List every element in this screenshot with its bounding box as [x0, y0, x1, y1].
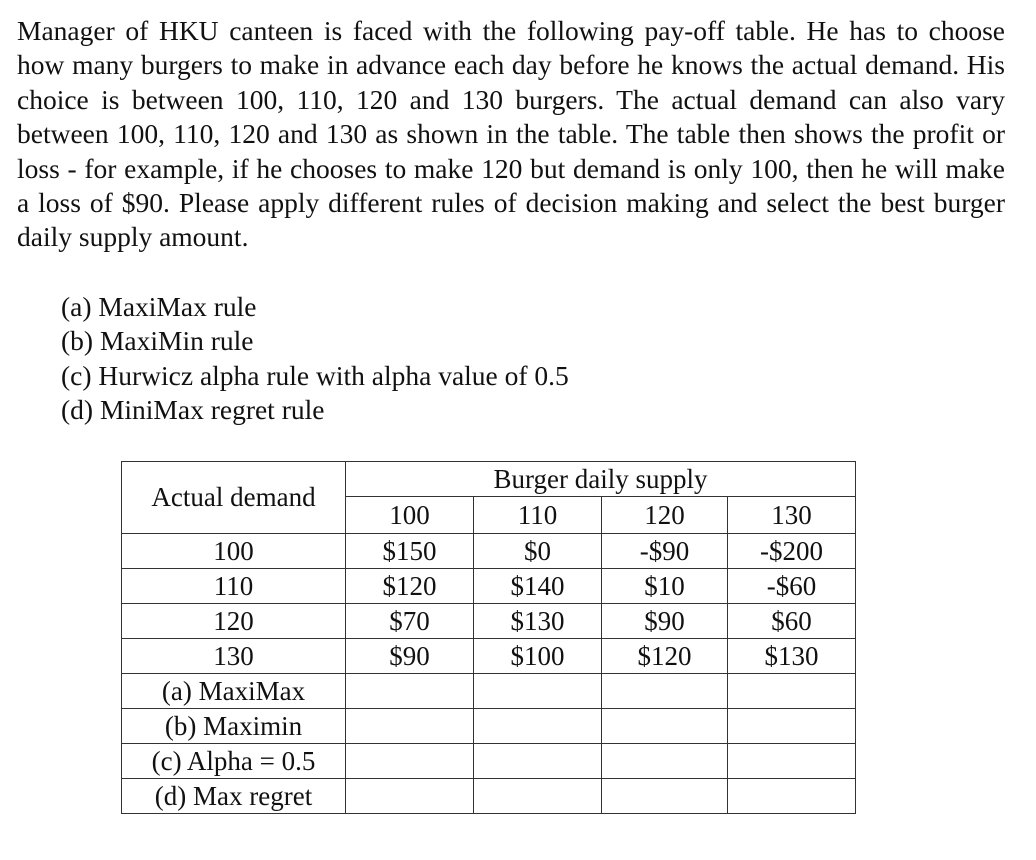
payoff-cell: $120 [602, 639, 728, 674]
payoff-cell: $10 [602, 569, 728, 604]
answer-row-label: (d) Max regret [122, 779, 346, 814]
payoff-cell: $130 [728, 639, 856, 674]
table-header-row [122, 462, 856, 497]
supply-level-120: 120 [602, 497, 728, 534]
actual-demand-header: Actual demand [122, 462, 346, 534]
answer-cell[interactable] [728, 709, 856, 744]
demand-label: 110 [122, 569, 346, 604]
rule-item-minimax-regret: (d) MiniMax regret rule [61, 393, 325, 425]
burger-supply-header: Burger daily supply [346, 462, 856, 497]
answer-row-alpha [122, 744, 856, 779]
supply-level-100: 100 [346, 497, 474, 534]
answer-cell[interactable] [474, 709, 602, 744]
payoff-cell: $150 [346, 534, 474, 569]
payoff-cell: $100 [474, 639, 602, 674]
answer-cell[interactable] [346, 779, 474, 814]
table-row [122, 604, 856, 639]
payoff-cell: -$60 [728, 569, 856, 604]
answer-row-maximin [122, 709, 856, 744]
answer-row-max-regret [122, 779, 856, 814]
rule-item-maximax: (a) MaxiMax rule [61, 291, 257, 322]
answer-cell[interactable] [474, 744, 602, 779]
answer-cell[interactable] [602, 709, 728, 744]
payoff-cell: $90 [346, 639, 474, 674]
answer-row-label: (b) Maximin [122, 709, 346, 744]
payoff-cell: $60 [728, 604, 856, 639]
problem-statement: Manager of HKU canteen is faced with the following pay-off table. He has to choose how many burgers to make in advance each day before he knows the actual demand. His choice is between 100, 110, 120 and 130 burgers. The actual demand can also vary between 100, 110, 120 and 130 as shown in the table. The table then shows the profit or loss - for example, if he chooses to make 120 but demand is only 100, then he will make a loss of $90. Please apply different rules of decision making and select the best burger daily supply amount. [17, 15, 1005, 253]
answer-cell[interactable] [346, 744, 474, 779]
supply-level-130: 130 [728, 497, 856, 534]
payoff-cell: -$200 [728, 534, 856, 569]
table-row [122, 534, 856, 569]
demand-label: 130 [122, 639, 346, 674]
answer-cell[interactable] [728, 744, 856, 779]
supply-level-110: 110 [474, 497, 602, 534]
rule-item-maximin: (b) MaxiMin rule [61, 325, 254, 357]
answer-cell[interactable] [602, 779, 728, 814]
table-row [122, 569, 856, 604]
answer-cell[interactable] [474, 674, 602, 709]
payoff-cell: -$90 [602, 534, 728, 569]
payoff-cell: $0 [474, 534, 602, 569]
answer-cell[interactable] [602, 744, 728, 779]
demand-label: 100 [122, 534, 346, 569]
answer-cell[interactable] [602, 674, 728, 709]
payoff-cell: $70 [346, 604, 474, 639]
table-row [122, 639, 856, 674]
answer-row-label: (c) Alpha = 0.5 [122, 744, 346, 779]
answer-row-maximax [122, 674, 856, 709]
answer-row-label: (a) MaxiMax [122, 674, 346, 709]
answer-cell[interactable] [728, 674, 856, 709]
payoff-table [121, 461, 856, 814]
answer-cell[interactable] [346, 709, 474, 744]
payoff-cell: $90 [602, 604, 728, 639]
payoff-cell: $130 [474, 604, 602, 639]
rules-list [61, 290, 569, 427]
payoff-cell: $140 [474, 569, 602, 604]
payoff-cell: $120 [346, 569, 474, 604]
answer-cell[interactable] [728, 779, 856, 814]
rule-item-hurwicz: (c) Hurwicz alpha rule with alpha value of 0.5 [61, 359, 569, 391]
demand-label: 120 [122, 604, 346, 639]
answer-cell[interactable] [346, 674, 474, 709]
answer-cell[interactable] [474, 779, 602, 814]
